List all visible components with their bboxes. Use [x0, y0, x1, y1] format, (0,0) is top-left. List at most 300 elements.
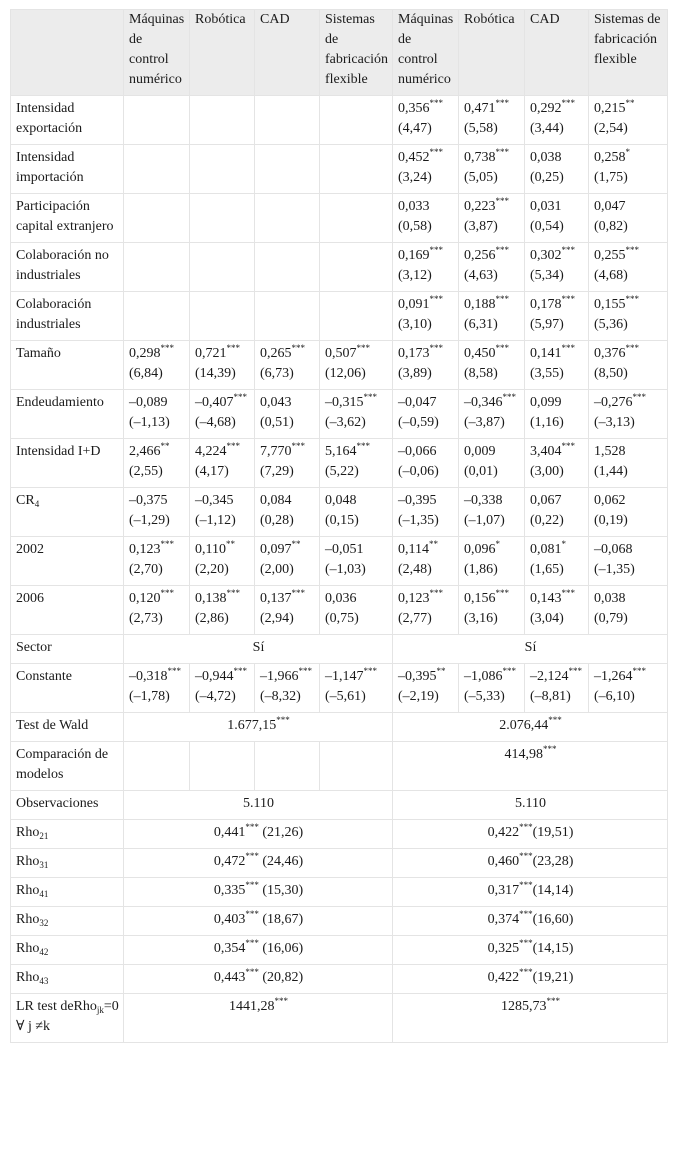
coefficient-cell: [320, 488, 393, 537]
coefficient: 0,738: [464, 150, 496, 165]
t-statistic: (–3,13): [594, 415, 635, 430]
coefficient: 0,047: [594, 199, 626, 214]
coefficient-value: [530, 197, 584, 217]
table-row: [11, 390, 668, 439]
coefficient-cell: [393, 292, 459, 341]
significance-stars: *: [561, 539, 566, 549]
row-label: [11, 586, 124, 635]
row-label: [11, 145, 124, 194]
row-label-text: Sector: [16, 640, 52, 655]
coefficient-value: [260, 393, 315, 413]
empty-cell: [255, 742, 320, 791]
coefficient-cell: [320, 439, 393, 488]
coefficient-value: [325, 344, 388, 364]
coefficient-value: [129, 540, 185, 560]
value: 0,354: [213, 941, 246, 956]
empty-cell: [320, 243, 393, 292]
t-statistic: (–1,29): [129, 513, 170, 528]
row-label: [11, 820, 124, 849]
coefficient-cell: [525, 664, 589, 713]
t-statistic: (–5,61): [325, 689, 366, 704]
empty-cell: [190, 243, 255, 292]
regression-results-table: [10, 9, 668, 1043]
significance-stars: ***: [167, 666, 181, 676]
row-label-text: Rho: [16, 883, 40, 898]
coefficient: 0,096: [464, 542, 496, 557]
table-row: [11, 194, 668, 243]
coefficient: –0,051: [325, 542, 364, 557]
significance-stars: ***: [245, 880, 259, 890]
t-statistic: (18,67): [258, 912, 304, 927]
coefficient: 0,141: [530, 346, 562, 361]
coefficient: 0,091: [398, 297, 430, 312]
significance-stars: ***: [561, 98, 575, 108]
coefficient-cell: [320, 341, 393, 390]
header-label-cell: [11, 10, 124, 96]
significance-stars: ***: [245, 909, 259, 919]
coefficient: 0,110: [195, 542, 226, 557]
t-statistic: (20,82): [258, 970, 304, 985]
empty-cell: [255, 243, 320, 292]
coefficient-cell: [589, 96, 668, 145]
t-statistic: (2,70): [129, 562, 163, 577]
coefficient-cell: [255, 390, 320, 439]
coefficient: 0,097: [260, 542, 292, 557]
t-statistic: (19,21): [532, 970, 574, 985]
significance-stars: ***: [429, 147, 443, 157]
t-statistic: (14,14): [532, 883, 574, 898]
coefficient-value: [398, 197, 454, 217]
coefficient: –0,395: [398, 669, 437, 684]
coefficient-value: [530, 589, 584, 609]
coefficient: –2,124: [530, 669, 569, 684]
coefficient-cell: [320, 537, 393, 586]
row-label-text: Intensidad exportación: [16, 101, 83, 136]
row-label: [11, 243, 124, 292]
coefficient-cell: [124, 586, 190, 635]
t-statistic: (–0,59): [398, 415, 439, 430]
t-statistic: (0,15): [325, 513, 359, 528]
row-label-text: Constante: [16, 669, 72, 684]
coefficient: 0,137: [260, 591, 292, 606]
coefficient: –0,395: [398, 493, 437, 508]
t-statistic: (–1,78): [129, 689, 170, 704]
t-statistic: (5,05): [464, 170, 498, 185]
row-label: [11, 907, 124, 936]
t-statistic: (3,16): [464, 611, 498, 626]
coefficient: 4,224: [195, 444, 227, 459]
t-statistic: (–4,72): [195, 689, 236, 704]
t-statistic: (0,54): [530, 219, 564, 234]
t-statistic: (–2,19): [398, 689, 439, 704]
empty-cell: [124, 96, 190, 145]
coefficient-cell: [525, 96, 589, 145]
significance-stars: ***: [495, 245, 509, 255]
t-statistic: (16,06): [258, 941, 304, 956]
significance-stars: ***: [495, 147, 509, 157]
table-row: [11, 145, 668, 194]
t-statistic: (2,55): [129, 464, 163, 479]
t-statistic: (16,60): [532, 912, 574, 927]
coefficient-value: [464, 197, 520, 217]
significance-stars: **: [160, 441, 170, 451]
coefficient: 0,178: [530, 297, 562, 312]
value: 2.076,44: [499, 718, 549, 733]
coefficient-value: [195, 491, 250, 511]
significance-stars: ***: [363, 666, 377, 676]
significance-stars: ***: [632, 666, 646, 676]
t-statistic: (–1,35): [398, 513, 439, 528]
value: 1.677,15: [227, 718, 277, 733]
coefficient-cell: [525, 537, 589, 586]
row-label: [11, 791, 124, 820]
coefficient: 0,138: [195, 591, 227, 606]
t-statistic: (2,73): [129, 611, 163, 626]
coefficient-value: [398, 246, 454, 266]
t-statistic: (2,00): [260, 562, 294, 577]
row-label-text: Intensidad importación: [16, 150, 84, 185]
significance-stars: **: [291, 539, 301, 549]
coefficient: –0,315: [325, 395, 364, 410]
significance-stars: ***: [356, 343, 370, 353]
coefficient-value: [594, 246, 663, 266]
column-header: CAD: [525, 10, 589, 96]
coefficient: 0,031: [530, 199, 562, 214]
coefficient: –1,086: [464, 669, 503, 684]
rho-row: [11, 820, 668, 849]
significance-stars: *: [625, 147, 630, 157]
significance-stars: ***: [276, 715, 290, 725]
value: 0,443: [213, 970, 246, 985]
coefficient-value: [398, 295, 454, 315]
significance-stars: ***: [561, 245, 575, 255]
significance-stars: ***: [274, 996, 288, 1006]
table-row: [11, 586, 668, 635]
t-statistic: (0,51): [260, 415, 294, 430]
coefficient-value: [398, 589, 454, 609]
significance-stars: ***: [429, 294, 443, 304]
significance-stars: ***: [519, 880, 533, 890]
t-statistic: (5,34): [530, 268, 564, 283]
t-statistic: (–4,68): [195, 415, 236, 430]
coefficient: 0,033: [398, 199, 430, 214]
observations-left: [124, 791, 393, 820]
coefficient-cell: [459, 664, 525, 713]
coefficient: 0,169: [398, 248, 430, 263]
value: 414,98: [504, 747, 543, 762]
t-statistic: (14,39): [195, 366, 236, 381]
t-statistic: (–0,06): [398, 464, 439, 479]
significance-stars: ***: [495, 343, 509, 353]
coefficient: –0,944: [195, 669, 234, 684]
significance-stars: ***: [495, 588, 509, 598]
table-row: [11, 96, 668, 145]
coefficient: 0,302: [530, 248, 562, 263]
coefficient: 0,255: [594, 248, 626, 263]
coefficient: 0,099: [530, 395, 562, 410]
t-statistic: (7,29): [260, 464, 294, 479]
t-statistic: (5,97): [530, 317, 564, 332]
coefficient: –0,346: [464, 395, 503, 410]
row-label: [11, 664, 124, 713]
coefficient-value: [530, 344, 584, 364]
coefficient-cell: [124, 439, 190, 488]
table-row: [11, 537, 668, 586]
coefficient-value: [129, 589, 185, 609]
coefficient-value: [594, 589, 663, 609]
t-statistic: (1,65): [530, 562, 564, 577]
significance-stars: ***: [226, 588, 240, 598]
significance-stars: ***: [519, 909, 533, 919]
rho-left: [124, 820, 393, 849]
coefficient-cell: [459, 96, 525, 145]
significance-stars: ***: [546, 996, 560, 1006]
coefficient-value: [398, 491, 454, 511]
rho-row: [11, 936, 668, 965]
coefficient: 0,062: [594, 493, 626, 508]
coefficient-value: [260, 491, 315, 511]
coefficient-value: [530, 491, 584, 511]
t-statistic: (19,51): [532, 825, 574, 840]
coefficient-cell: [190, 341, 255, 390]
t-statistic: (6,84): [129, 366, 163, 381]
row-label: [11, 713, 124, 742]
observations-right: [393, 791, 668, 820]
coefficient-cell: [525, 243, 589, 292]
coefficient: 0,471: [464, 101, 496, 116]
row-label-subscript: 43: [39, 976, 49, 986]
significance-stars: ***: [298, 666, 312, 676]
coefficient-value: [325, 540, 388, 560]
row-label: [11, 936, 124, 965]
value: 1285,73: [501, 999, 547, 1014]
t-statistic: (3,87): [464, 219, 498, 234]
significance-stars: ***: [519, 851, 533, 861]
coefficient-value: [129, 393, 185, 413]
t-statistic: (21,26): [258, 825, 304, 840]
t-statistic: (14,15): [532, 941, 574, 956]
value: Sí: [524, 640, 537, 655]
coefficient-cell: [255, 439, 320, 488]
coefficient-value: [464, 393, 520, 413]
coefficient: 0,038: [530, 150, 562, 165]
coefficient-cell: [255, 488, 320, 537]
coefficient-value: [398, 99, 454, 119]
significance-stars: ***: [632, 392, 646, 402]
coefficient-value: [195, 442, 250, 462]
coefficient-cell: [393, 96, 459, 145]
t-statistic: (0,25): [530, 170, 564, 185]
row-label: [11, 537, 124, 586]
row-label-text: Comparación de modelos: [16, 747, 109, 782]
coefficient: –0,375: [129, 493, 168, 508]
coefficient: 0,114: [398, 542, 429, 557]
coefficient-cell: [525, 439, 589, 488]
coefficient-cell: [393, 145, 459, 194]
coefficient-value: [129, 491, 185, 511]
coefficient: 0,009: [464, 444, 496, 459]
row-label-text: Colaboración industriales: [16, 297, 92, 332]
t-statistic: (0,19): [594, 513, 628, 528]
rho-right: [393, 907, 668, 936]
coefficient-value: [530, 667, 584, 687]
row-label: [11, 292, 124, 341]
t-statistic: (–1,13): [129, 415, 170, 430]
value: 0,335: [213, 883, 246, 898]
coefficient: –0,407: [195, 395, 234, 410]
t-statistic: (3,12): [398, 268, 432, 283]
sector-right: [393, 635, 668, 664]
t-statistic: (4,47): [398, 121, 432, 136]
t-statistic: (2,20): [195, 562, 229, 577]
coefficient-cell: [459, 439, 525, 488]
coefficient-cell: [589, 586, 668, 635]
empty-cell: [190, 742, 255, 791]
coefficient-value: [195, 667, 250, 687]
coefficient-cell: [459, 586, 525, 635]
table-row: [11, 488, 668, 537]
coefficient: 0,155: [594, 297, 626, 312]
coefficient: –0,066: [398, 444, 437, 459]
wald-right: [393, 713, 668, 742]
t-statistic: (–3,87): [464, 415, 505, 430]
coefficient-cell: [190, 586, 255, 635]
coefficient-cell: [255, 537, 320, 586]
column-header: Sistemas de fabricación flexible: [320, 10, 393, 96]
empty-cell: [255, 292, 320, 341]
column-header: Robótica: [459, 10, 525, 96]
empty-cell: [124, 292, 190, 341]
row-label-text: Intensidad I+D: [16, 444, 101, 459]
coefficient-cell: [459, 341, 525, 390]
t-statistic: (2,48): [398, 562, 432, 577]
significance-stars: ***: [495, 196, 509, 206]
t-statistic: (–1,12): [195, 513, 236, 528]
coefficient-cell: [393, 194, 459, 243]
row-label-text: Tamaño: [16, 346, 61, 361]
value: 5.110: [515, 796, 546, 811]
coefficient-value: [594, 99, 663, 119]
coefficient-cell: [393, 664, 459, 713]
t-statistic: (2,77): [398, 611, 432, 626]
significance-stars: ***: [429, 343, 443, 353]
table-row: [11, 292, 668, 341]
t-statistic: (5,22): [325, 464, 359, 479]
coefficient-value: [129, 344, 185, 364]
wald-row: [11, 713, 668, 742]
row-label-text: Rho: [16, 854, 40, 869]
coefficient-cell: [393, 537, 459, 586]
coefficient: 0,123: [129, 542, 161, 557]
t-statistic: (5,36): [594, 317, 628, 332]
coefficient: 0,156: [464, 591, 496, 606]
row-label: [11, 994, 124, 1043]
empty-cell: [124, 742, 190, 791]
coefficient-value: [398, 667, 454, 687]
coefficient: 0,452: [398, 150, 430, 165]
value: 0,325: [487, 941, 520, 956]
coefficient-cell: [525, 390, 589, 439]
coefficient-cell: [589, 537, 668, 586]
significance-stars: **: [625, 98, 635, 108]
column-header: Máquinas de control numérico: [393, 10, 459, 96]
coefficient-value: [594, 667, 663, 687]
rho-row: [11, 965, 668, 994]
significance-stars: ***: [561, 343, 575, 353]
row-label-text: 2002: [16, 542, 44, 557]
coefficient-value: [325, 667, 388, 687]
significance-stars: ***: [625, 343, 639, 353]
significance-stars: ***: [233, 392, 247, 402]
coefficient: 0,048: [325, 493, 357, 508]
coefficient-cell: [589, 341, 668, 390]
significance-stars: ***: [429, 98, 443, 108]
significance-stars: ***: [291, 343, 305, 353]
coefficient: 0,376: [594, 346, 626, 361]
model-comparison-row: [11, 742, 668, 791]
empty-cell: [320, 96, 393, 145]
empty-cell: [190, 292, 255, 341]
coefficient-cell: [320, 664, 393, 713]
significance-stars: ***: [561, 294, 575, 304]
row-label-text: Rho: [16, 941, 40, 956]
coefficient-value: [325, 491, 388, 511]
coefficient-cell: [459, 488, 525, 537]
coefficient-cell: [525, 292, 589, 341]
row-label: [11, 488, 124, 537]
coefficient-value: [260, 442, 315, 462]
row-label-text: Colaboración no industriales: [16, 248, 109, 283]
value: 1441,28: [229, 999, 275, 1014]
row-label: [11, 341, 124, 390]
coefficient-value: [594, 148, 663, 168]
t-statistic: (–1,03): [325, 562, 366, 577]
t-statistic: (2,86): [195, 611, 229, 626]
coefficient-cell: [589, 488, 668, 537]
coefficient-value: [398, 344, 454, 364]
coefficient-value: [464, 442, 520, 462]
significance-stars: ***: [495, 294, 509, 304]
coefficient-cell: [459, 390, 525, 439]
empty-cell: [255, 96, 320, 145]
coefficient: 0,143: [530, 591, 562, 606]
significance-stars: ***: [160, 539, 174, 549]
coefficient: 7,770: [260, 444, 292, 459]
value: 0,422: [487, 825, 520, 840]
t-statistic: (0,22): [530, 513, 564, 528]
row-label: [11, 878, 124, 907]
coefficient-value: [464, 540, 520, 560]
column-header: Máquinas de control numérico: [124, 10, 190, 96]
significance-stars: ***: [245, 967, 259, 977]
significance-stars: ***: [226, 343, 240, 353]
coefficient-cell: [589, 390, 668, 439]
rho-right: [393, 849, 668, 878]
row-label-text: Participación capital extranjero: [16, 199, 114, 234]
coefficient: –1,147: [325, 669, 364, 684]
value: 0,422: [487, 970, 520, 985]
coefficient: 0,123: [398, 591, 430, 606]
t-statistic: (1,86): [464, 562, 498, 577]
rho-right: [393, 878, 668, 907]
column-header: CAD: [255, 10, 320, 96]
t-statistic: (12,06): [325, 366, 366, 381]
coefficient-cell: [190, 439, 255, 488]
coefficient-value: [464, 246, 520, 266]
t-statistic: (4,63): [464, 268, 498, 283]
coefficient: –1,966: [260, 669, 299, 684]
value: 0,441: [213, 825, 246, 840]
